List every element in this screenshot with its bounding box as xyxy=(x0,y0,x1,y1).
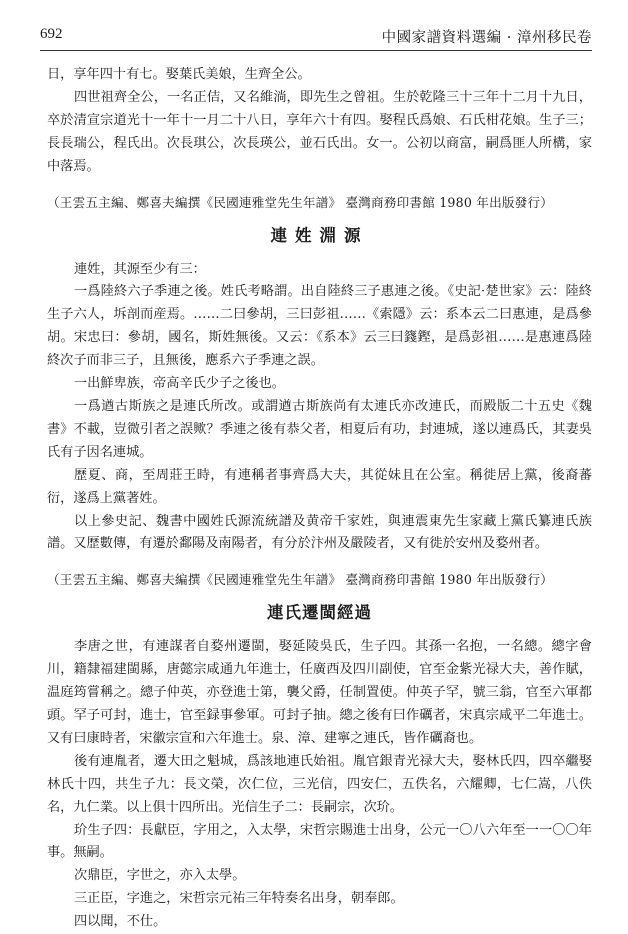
paragraph: 玠生子四：長獻臣，字用之，入太學，宋哲宗賜進士出身，公元一〇八六年至一一〇〇年事。無嗣。 xyxy=(47,822,592,861)
paragraph: 日，享年四十有七。娶葉氏美娘，生齊全公。 xyxy=(47,67,311,82)
paragraph: 一出鮮卑族，帝高辛氏少子之後也。 xyxy=(74,376,285,392)
paragraph: 四世祖齊全公，一名正佶，又名維淌，即先生之曾祖。生於乾隆三十三年十二月十九日，卒於清宣宗道光十一年十一月二十八日，享年六十有四。娶程氏爲娘、石氏柑花娘。生子三；長長瑞公，程氏出。次長琪公，次長瑛公，並石氏出。女一。公初以商富，嗣爲匪人所構，家中落焉。 xyxy=(47,89,592,174)
paragraph: 四以聞，不仕。 xyxy=(74,914,167,930)
page-number: 692 xyxy=(40,26,63,42)
section-title: 連氏遷閩經過 xyxy=(267,603,372,623)
paragraph: 一爲陸終六子季連之後。姓氏考略謂。出自陸終三子惠連之後。《史記·楚世家》云：陸終生子六人，坼剖而産焉。……二曰參胡，三曰彭祖……《索隱》云：系本云二曰惠連，是爲參胡。宋忠曰：參胡，國名，斯姓無後。又云：《系本》云三曰籛鏗，是爲彭祖……是惠連爲陸終次子而非三子，且無後，應系六子季連之誤。 xyxy=(47,284,592,369)
paragraph: 次鼎臣，字世之，亦入太學。 xyxy=(74,868,246,884)
source-citation: （王雲五主編、鄭喜夫編撰《民國連雅堂先生年譜》 臺灣商務印書館 1980 年出版發行） xyxy=(47,194,554,210)
paragraph: 連姓，其源至少有三： xyxy=(74,261,206,277)
paragraph: 以上參史記、魏書中國姓氏源流統譜及黄帝千家姓，與連震東先生家藏上黨氏纂連氏族譜。又歷數傳，有遷於鄱陽及南陽者，有分於汴州及嚴陵者，又有徙於安州及婺州者。 xyxy=(47,513,592,552)
running-head: 中國家譜資料選編 · 漳州移民卷 xyxy=(381,30,592,46)
page-body xyxy=(47,64,592,934)
source-citation: （王雲五主編、鄭喜夫編撰《民國連雅堂先生年譜》 臺灣商務印書館 1980 年出版發行） xyxy=(47,572,554,588)
paragraph: 一爲遒古斯族之是連氏所改。或謂遒古斯族尚有太連氏亦改連氏，而殿版二十五史《魏書》不載，豈微引者之誤歟？季連之後有恭父者，相夏后有功，封連城，遂以連爲氏，其妻吳氏有子因名連城。 xyxy=(47,398,592,460)
paragraph: 三正臣，字進之，宋哲宗元祐三年特奏名出身，朝奉郎。 xyxy=(74,891,404,907)
page-header xyxy=(40,22,592,51)
paragraph: 歷夏、商，至周莊王時，有連稱者事齊爲大夫，其從妹且在公室。稱徙居上黨，後裔蕃衍，遂爲上黨著姓。 xyxy=(47,467,592,506)
paragraph: 後有連胤者，遷大田之魁城，爲該地連氏始祖。胤官銀青光禄大夫，娶林氏四，四卒繼娶林氏十四，共生子九：長文榮，次仁位，三光信，四安仁，五佚名，六耀卿，七仁嵩，八佚名，九仁業。以上俱十四所出。光信生子二：長嗣宗，次玠。 xyxy=(47,753,592,815)
paragraph: 李唐之世，有連謀者自婺州遷閩，娶延陵吳氏，生子四。其孫一名抱，一名總。總字會川，籍隸福建閩縣，唐懿宗咸通九年進士，任廣西及四川副使，官至金紫光禄大夫，善作賦，温庭筠嘗稱之。總子仲英，亦登進士第，襲父爵，任制置使。仲英子罕，號三翁，官至六軍都頭。罕子可封，進士，官至録事參軍。可封子抽。總之後有曰作礪者，宋真宗咸平二年進士。又有曰康時者，宋徽宗宣和六年進士。泉、漳、建寧之連氏，皆作礪裔也。 xyxy=(47,639,592,746)
section-title: 連姓淵源 xyxy=(270,225,369,245)
